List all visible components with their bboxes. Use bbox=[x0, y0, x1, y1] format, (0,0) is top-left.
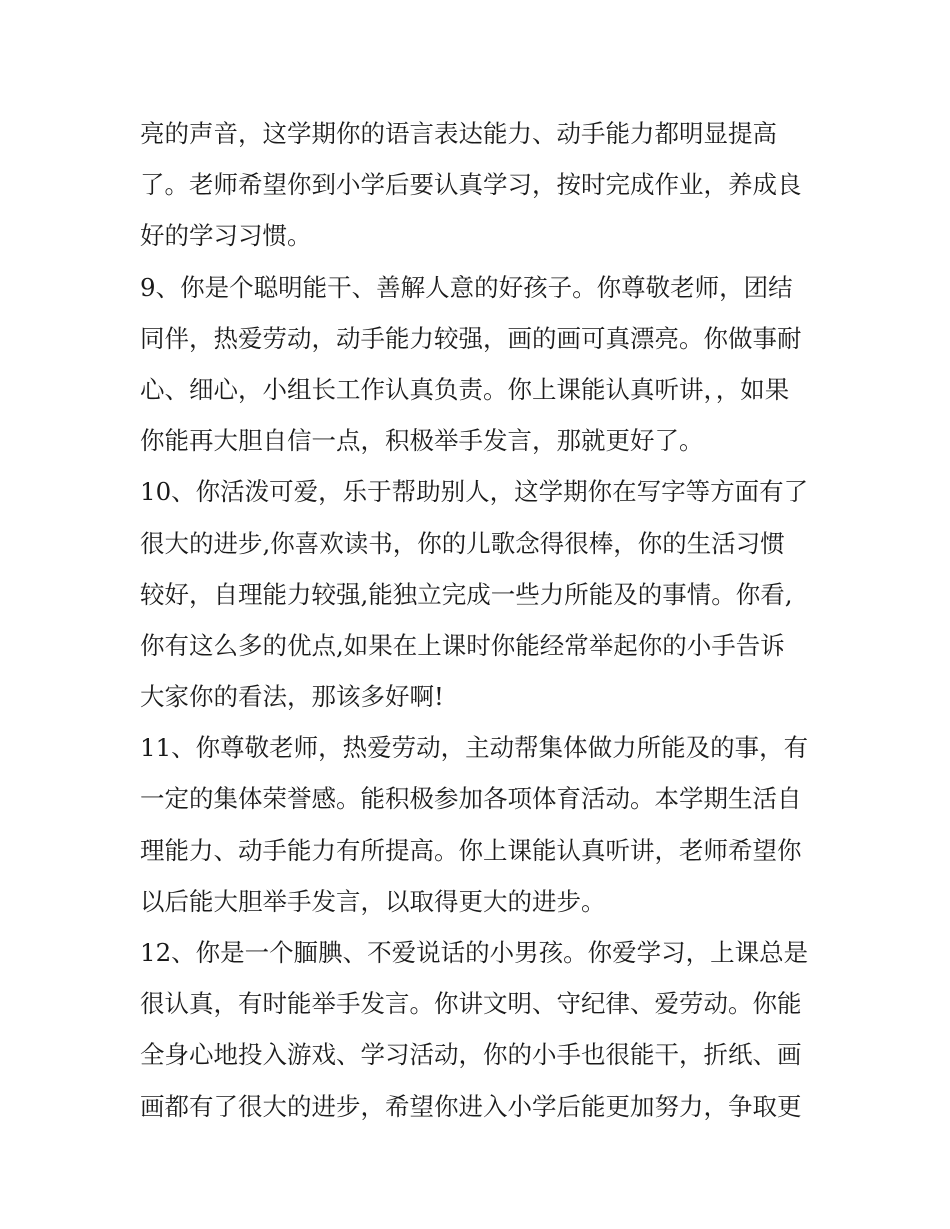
text-line: 较好，自理能力较强,能独立完成一些力所能及的事情。你看, bbox=[140, 579, 793, 609]
text-line: 心、细心，小组长工作认真负责。你上课能认真听讲，，如果 bbox=[140, 374, 790, 404]
text-line: 全身心地投入游戏、学习活动，你的小手也很能干，折纸、画 bbox=[140, 1040, 802, 1070]
text-line: 你有这么多的优点,如果在上课时你能经常举起你的小手告诉 bbox=[140, 630, 785, 660]
text-line: 理能力、动手能力有所提高。你上课能认真听讲，老师希望你 bbox=[140, 835, 802, 865]
text-line: 画都有了很大的进步，希望你进入小学后能更加努力，争取更 bbox=[140, 1091, 802, 1121]
text-line: 10、你活泼可爱，乐于帮助别人，这学期你在写字等方面有了 bbox=[140, 477, 809, 507]
text-line: 很认真，有时能举手发言。你讲文明、守纪律、爱劳动。你能 bbox=[140, 989, 802, 1019]
text-line: 你能再大胆自信一点，积极举手发言，那就更好了。 bbox=[140, 426, 704, 456]
text-line: 大家你的看法，那该多好啊! bbox=[140, 682, 444, 712]
text-line: 亮的声音，这学期你的语言表达能力、动手能力都明显提高 bbox=[140, 119, 777, 148]
text-line: 9、你是个聪明能干、善解人意的好孩子。你尊敬老师，团结 bbox=[140, 272, 793, 302]
text-line: 12、你是一个腼腆、不爱说话的小男孩。你爱学习，上课总是 bbox=[140, 938, 809, 967]
text-line: 一定的集体荣誉感。能积极参加各项体育活动。本学期生活自 bbox=[140, 784, 802, 814]
text-line: 了。老师希望你到小学后要认真学习，按时完成作业，养成良 bbox=[140, 170, 802, 200]
text-line: 以后能大胆举手发言，以取得更大的进步。 bbox=[140, 886, 606, 916]
text-line: 好的学习习惯。 bbox=[140, 221, 312, 251]
document-body bbox=[140, 108, 820, 1132]
text-line: 11、你尊敬老师，热爱劳动，主动帮集体做力所能及的事，有 bbox=[140, 733, 809, 763]
text-line: 很大的进步,你喜欢读书，你的儿歌念得很棒，你的生活习惯 bbox=[140, 528, 785, 558]
text-line: 同伴，热爱劳动，动手能力较强，画的画可真漂亮。你做事耐 bbox=[140, 323, 802, 353]
